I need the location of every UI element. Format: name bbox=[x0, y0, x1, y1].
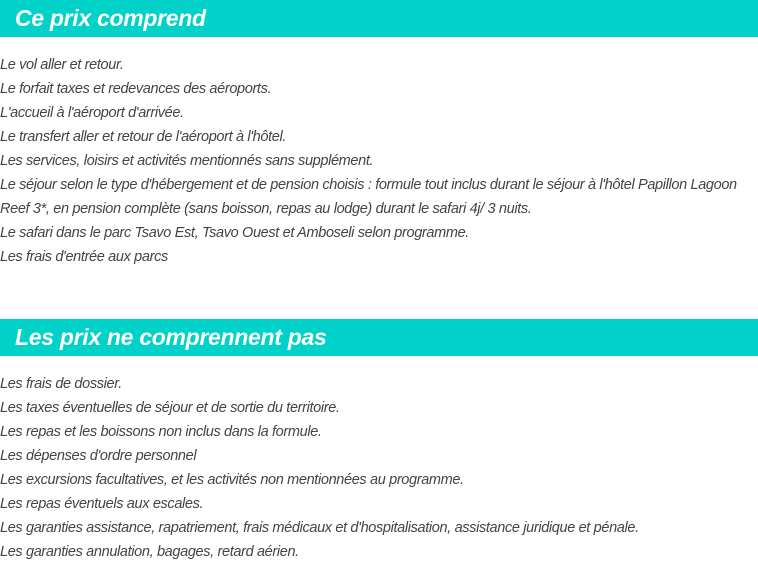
included-item: Les frais d'entrée aux parcs bbox=[0, 249, 168, 265]
included-item: Le vol aller et retour. bbox=[0, 57, 124, 73]
included-header bbox=[0, 0, 758, 37]
excluded-item: Les excursions facultatives, et les activités non mentionnées au programme. bbox=[0, 472, 464, 488]
excluded-section bbox=[0, 319, 758, 564]
excluded-item: Les taxes éventuelles de séjour et de sortie du territoire. bbox=[0, 400, 340, 416]
excluded-item: Les repas et les boissons non inclus dans la formule. bbox=[0, 424, 322, 440]
included-list bbox=[0, 53, 758, 269]
excluded-item: Les dépenses d'ordre personnel bbox=[0, 448, 197, 464]
excluded-item: Les repas éventuels aux escales. bbox=[0, 496, 204, 512]
excluded-list bbox=[0, 372, 758, 564]
included-title: Ce prix comprend bbox=[15, 5, 206, 31]
excluded-item: Les garanties annulation, bagages, retard aérien. bbox=[0, 544, 299, 560]
excluded-item: Les garanties assistance, rapatriement, frais médicaux et d'hospitalisation, assistance juridique et pénale. bbox=[0, 520, 639, 536]
included-item: Le safari dans le parc Tsavo Est, Tsavo Ouest et Amboseli selon programme. bbox=[0, 225, 469, 241]
included-item: Le transfert aller et retour de l'aéroport à l'hôtel. bbox=[0, 129, 287, 145]
excluded-title: Les prix ne comprennent pas bbox=[15, 324, 327, 350]
included-item: Les services, loisirs et activités mentionnés sans supplément. bbox=[0, 153, 374, 169]
excluded-item: Les frais de dossier. bbox=[0, 376, 122, 392]
included-section bbox=[0, 0, 758, 269]
excluded-header bbox=[0, 319, 758, 356]
included-item: Le forfait taxes et redevances des aéroports. bbox=[0, 81, 272, 97]
included-item: L'accueil à l'aéroport d'arrivée. bbox=[0, 105, 184, 121]
included-item: Le séjour selon le type d'hébergement et de pension choisis : formule tout inclus durant le séjour à l'hôtel Papillon Lagoon Reef 3*, en pension complète (sans boisson, repas au lodge) durant le safari 4j/ 3 nuits. bbox=[0, 177, 737, 217]
